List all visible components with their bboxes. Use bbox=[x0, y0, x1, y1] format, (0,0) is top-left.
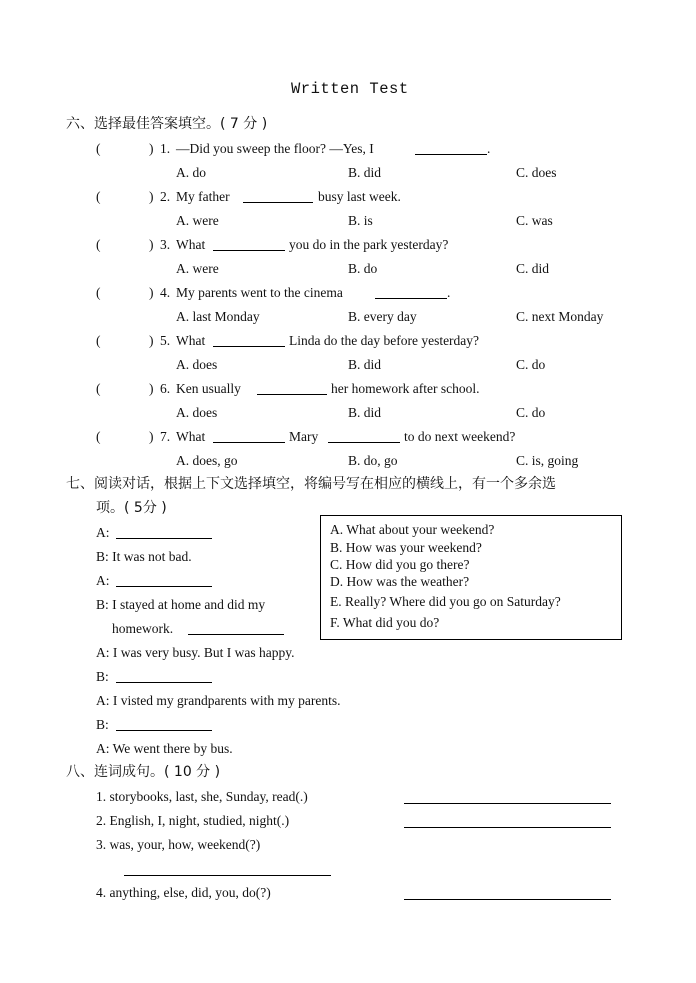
answer-paren-open: ( bbox=[96, 285, 101, 300]
option-b: B. did bbox=[348, 165, 382, 180]
answer-paren-open: ( bbox=[96, 333, 101, 348]
dialog-line-3: A: bbox=[96, 573, 110, 588]
dialog-line-7: A: I visted my grandparents with my parents. bbox=[96, 693, 341, 708]
option-a: A. does bbox=[176, 405, 218, 420]
option-c: C. did bbox=[516, 261, 550, 276]
option-b: B. do, go bbox=[348, 453, 398, 468]
question-text-mid: Mary bbox=[289, 429, 319, 444]
section-8-heading: 八、连词成句。( 10 分 ) bbox=[66, 764, 221, 780]
option-a: A. were bbox=[176, 213, 219, 228]
sentence-item-2: 2. English, I, night, studied, night(.) bbox=[96, 813, 290, 828]
dialog-line-4: B: I stayed at home and did my bbox=[96, 597, 266, 612]
answer-paren-close: ) bbox=[149, 285, 154, 300]
dialog-blank bbox=[116, 682, 212, 683]
answer-blank bbox=[243, 202, 313, 203]
answer-paren-open: ( bbox=[96, 189, 101, 204]
sentence-item-1: 1. storybooks, last, she, Sunday, read(.) bbox=[96, 789, 308, 804]
option-a: A. last Monday bbox=[176, 309, 260, 324]
dialog-line-2: B: It was not bad. bbox=[96, 549, 192, 564]
answer-blank bbox=[213, 442, 285, 443]
dialog-blank bbox=[116, 586, 212, 587]
sentence-item-3: 3. was, your, how, weekend(?) bbox=[96, 837, 261, 852]
answer-blank bbox=[257, 394, 327, 395]
question-text: My father bbox=[176, 189, 230, 204]
dialog-blank bbox=[116, 730, 212, 731]
question-number: 4. bbox=[160, 285, 171, 300]
option-line-d: D. How was the weather? bbox=[330, 574, 470, 589]
dialog-line-5: A: I was very busy. But I was happy. bbox=[96, 645, 295, 660]
option-c: C. do bbox=[516, 405, 546, 420]
option-c: C. do bbox=[516, 357, 546, 372]
option-line-b: B. How was your weekend? bbox=[330, 540, 482, 555]
answer-paren-close: ) bbox=[149, 429, 154, 444]
option-line-f: F. What did you do? bbox=[330, 615, 440, 630]
question-number: 3. bbox=[160, 237, 171, 252]
option-c: C. was bbox=[516, 213, 553, 228]
dialog-blank bbox=[188, 634, 284, 635]
question-text: What bbox=[176, 333, 206, 348]
question-text: My parents went to the cinema bbox=[176, 285, 343, 300]
question-number: 1. bbox=[160, 141, 171, 156]
question-number: 2. bbox=[160, 189, 171, 204]
question-number: 6. bbox=[160, 381, 171, 396]
answer-paren-open: ( bbox=[96, 141, 101, 156]
question-text-end: . bbox=[447, 285, 451, 300]
answer-paren-close: ) bbox=[149, 189, 154, 204]
option-b: B. did bbox=[348, 357, 382, 372]
question-text-end: you do in the park yesterday? bbox=[289, 237, 449, 252]
option-a: A. do bbox=[176, 165, 206, 180]
section-7-heading-line-1: 七、阅读对话，根据上下文选择填空，将编号写在相应的横线上，有一个多余选 bbox=[66, 476, 556, 492]
option-line-c: C. How did you go there? bbox=[330, 557, 470, 572]
option-a: A. does bbox=[176, 357, 218, 372]
answer-paren-open: ( bbox=[96, 381, 101, 396]
answer-blank bbox=[415, 154, 487, 155]
option-b: B. every day bbox=[348, 309, 417, 324]
page-title: Written Test bbox=[291, 80, 409, 98]
answer-blank bbox=[328, 442, 400, 443]
option-c: C. does bbox=[516, 165, 557, 180]
sentence-answer-line bbox=[404, 803, 611, 804]
answer-blank bbox=[375, 298, 447, 299]
answer-paren-close: ) bbox=[149, 141, 154, 156]
dialog-line-9: A: We went there by bus. bbox=[96, 741, 233, 756]
question-text-end: her homework after school. bbox=[331, 381, 480, 396]
sentence-answer-line bbox=[404, 827, 611, 828]
question-text-end: . bbox=[487, 141, 491, 156]
dialog-line-8: B: bbox=[96, 717, 109, 732]
dialog-line-6: B: bbox=[96, 669, 109, 684]
option-a: A. were bbox=[176, 261, 219, 276]
question-number: 5. bbox=[160, 333, 171, 348]
option-a: A. does, go bbox=[176, 453, 238, 468]
answer-blank bbox=[213, 250, 285, 251]
option-c: C. next Monday bbox=[516, 309, 604, 324]
sentence-answer-line bbox=[404, 899, 611, 900]
option-b: B. do bbox=[348, 261, 378, 276]
question-text-end: busy last week. bbox=[318, 189, 401, 204]
question-text: —Did you sweep the floor? —Yes, I bbox=[176, 141, 374, 156]
answer-paren-open: ( bbox=[96, 237, 101, 252]
answer-paren-close: ) bbox=[149, 333, 154, 348]
question-text-end: to do next weekend? bbox=[404, 429, 516, 444]
question-text: What bbox=[176, 237, 206, 252]
option-line-e: E. Really? Where did you go on Saturday? bbox=[330, 594, 561, 609]
option-line-a: A. What about your weekend? bbox=[330, 522, 495, 537]
sentence-item-4: 4. anything, else, did, you, do(?) bbox=[96, 885, 271, 900]
answer-paren-close: ) bbox=[149, 381, 154, 396]
answer-paren-open: ( bbox=[96, 429, 101, 444]
dialog-line-1: A: bbox=[96, 525, 110, 540]
section-7-heading-line-2: 项。( 5分 ) bbox=[96, 500, 167, 516]
dialog-blank bbox=[116, 538, 212, 539]
sentence-answer-line bbox=[124, 875, 331, 876]
option-c: C. is, going bbox=[516, 453, 579, 468]
answer-blank bbox=[213, 346, 285, 347]
question-text: What bbox=[176, 429, 206, 444]
question-text: Ken usually bbox=[176, 381, 241, 396]
dialog-line-4-cont: homework. bbox=[112, 621, 174, 636]
option-b: B. is bbox=[348, 213, 373, 228]
question-number: 7. bbox=[160, 429, 171, 444]
answer-paren-close: ) bbox=[149, 237, 154, 252]
question-text-end: Linda do the day before yesterday? bbox=[289, 333, 480, 348]
option-b: B. did bbox=[348, 405, 382, 420]
section-6-heading: 六、选择最佳答案填空。( 7 分 ) bbox=[66, 116, 268, 132]
